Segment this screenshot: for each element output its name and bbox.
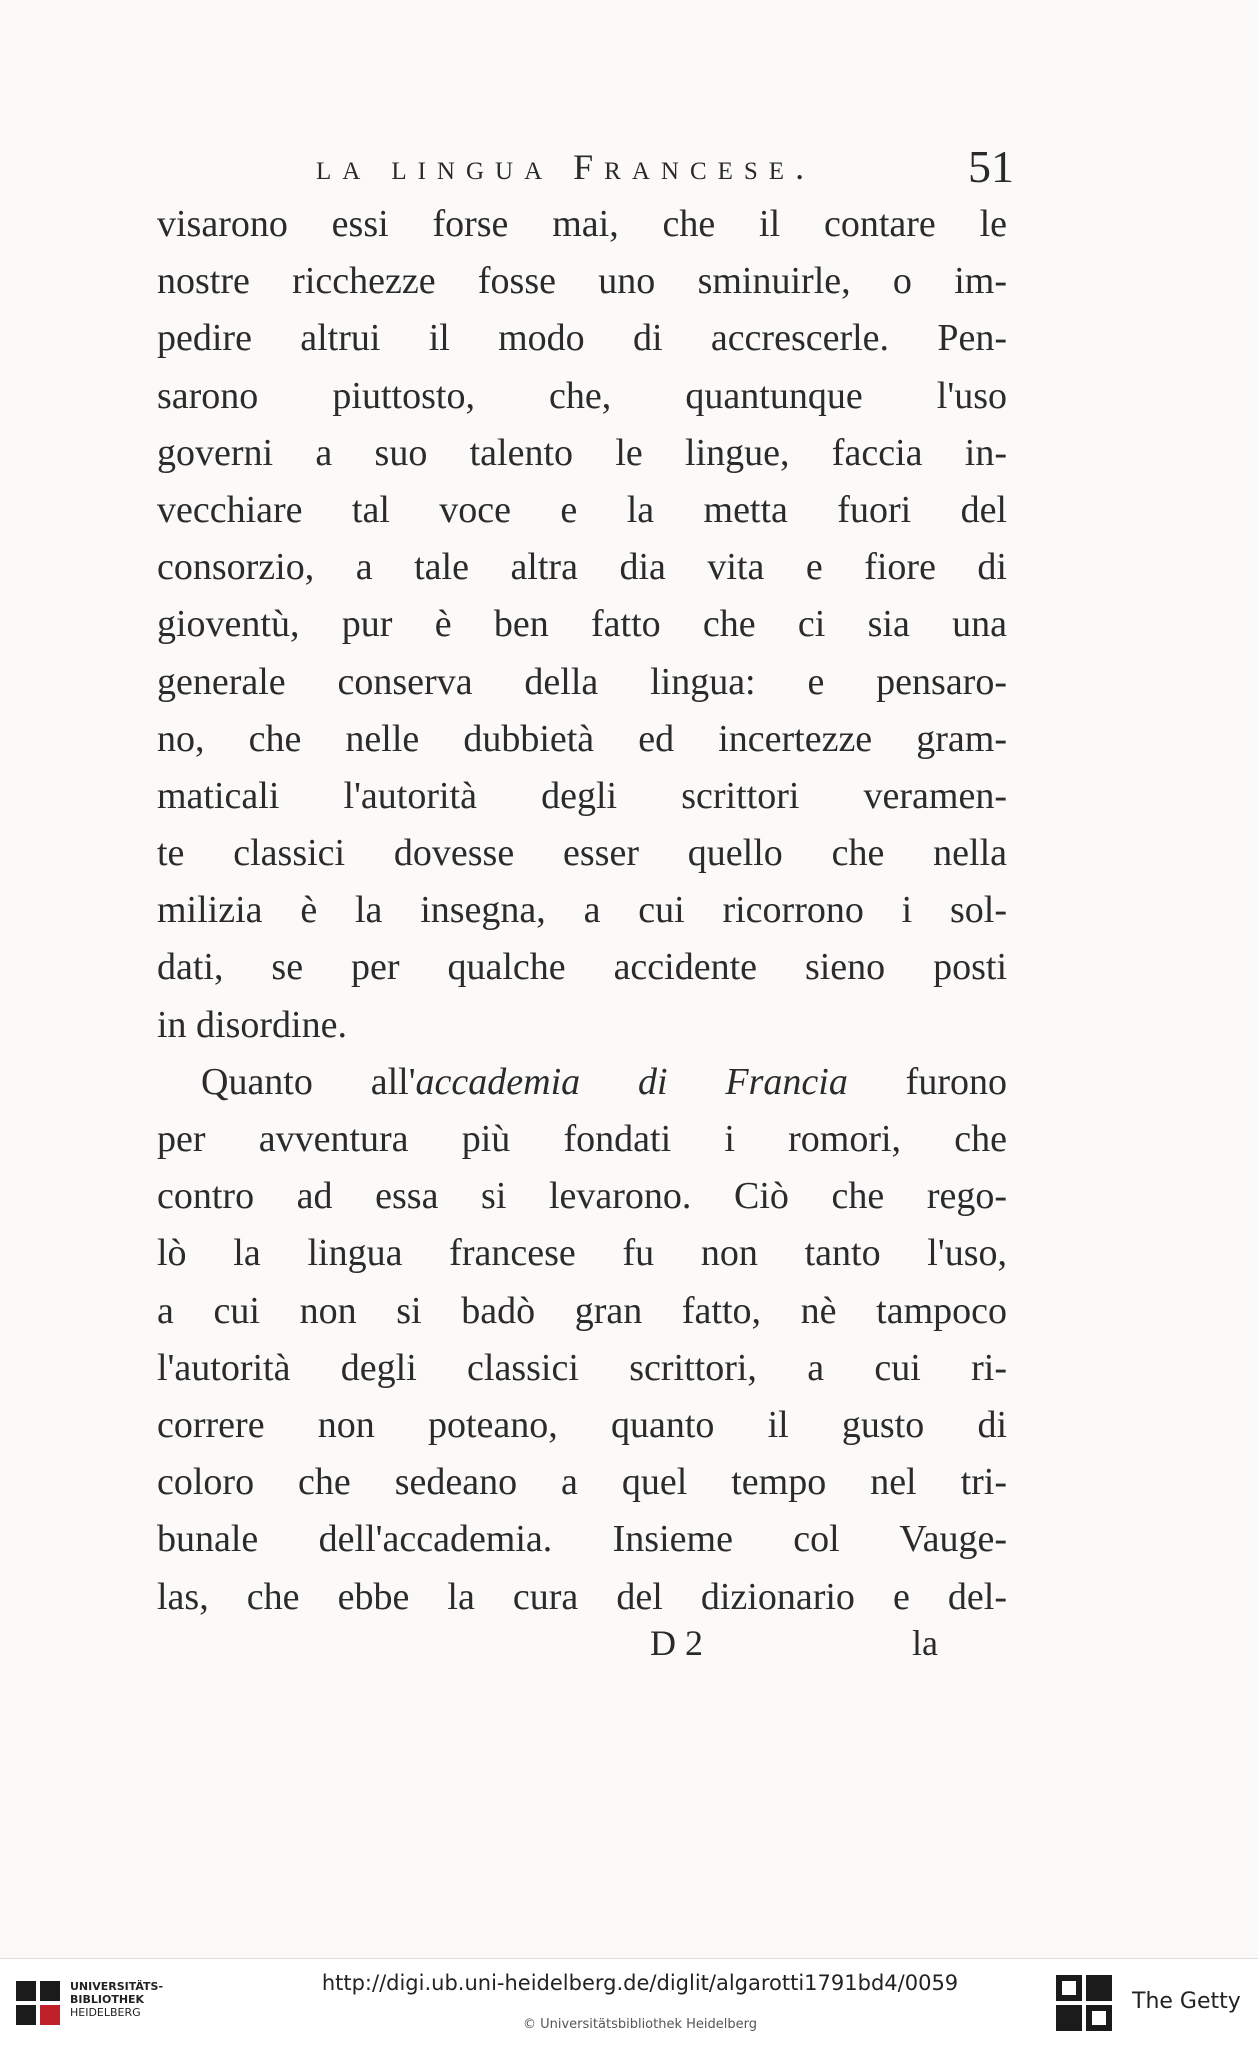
text-fragment: Quanto all' [201, 1060, 416, 1103]
text-line: gioventù, pur è ben fatto che ci sia una [157, 603, 1007, 646]
getty-logo-icon [1056, 1975, 1112, 2033]
library-line: UNIVERSITÄTS- [70, 1980, 164, 1993]
text-line: governi a suo talento le lingue, faccia in- [157, 431, 1007, 474]
text-line: milizia è la insegna, a cui ricorrono i sol- [157, 889, 1007, 932]
text-line: consorzio, a tale altra dia vita e fiore di [157, 546, 1007, 589]
permalink-url[interactable]: http://digi.ub.uni-heidelberg.de/diglit/algarotti1791bd4/0059 [321, 1971, 959, 1995]
text-line: in disordine. [157, 1003, 347, 1046]
text-line: lò la lingua francese fu non tanto l'uso, [157, 1232, 1007, 1275]
text-line: vecchiare tal voce e la metta fuori del [157, 488, 1007, 531]
text-line: maticali l'autorità degli scrittori veramen- [157, 774, 1007, 817]
text-line: las, che ebbe la cura del dizionario e del- [157, 1575, 1007, 1618]
text-line: nostre ricchezze fosse uno sminuirle, o im- [157, 260, 1007, 303]
signature-mark: D 2 [650, 1623, 703, 1663]
text-line: pedire altrui il modo di accrescerle. Pen- [157, 317, 1007, 360]
text-line: visarono essi forse mai, che il contare le [157, 203, 1007, 245]
text-line: l'autorità degli classici scrittori, a cui ri- [157, 1346, 1007, 1389]
text-fragment: furono [847, 1060, 1007, 1103]
text-line: correre non poteano, quanto il gusto di [157, 1403, 1007, 1446]
text-line: coloro che sedeano a quel tempo nel tri- [157, 1461, 1007, 1504]
text-line: bunale dell'accademia. Insieme col Vauge- [157, 1518, 1007, 1561]
text-line: sarono piuttosto, che, quantunque l'uso [157, 374, 1007, 417]
library-line: BIBLIOTHEK [70, 1993, 145, 2006]
body-text [157, 196, 1007, 1626]
library-line: HEIDELBERG [70, 2006, 141, 2019]
library-name [70, 1980, 163, 2019]
text-line: generale conserva della lingua: e pensaro- [157, 660, 1007, 703]
university-library-logo-icon [16, 1981, 60, 2025]
page-number: 51 [968, 141, 1014, 192]
text-line: dati, se per qualche accidente sieno posti [157, 946, 1007, 989]
text-line: no, che nelle dubbietà ed incertezze gram- [157, 717, 1007, 760]
getty-name: The Getty [1132, 1989, 1241, 2014]
copyright-notice: © Universitätsbibliothek Heidelberg [522, 2017, 757, 2032]
catchword: la [912, 1623, 938, 1663]
footer-bar [0, 1958, 1258, 2048]
text-line: a cui non si badò gran fatto, nè tampoco [157, 1289, 1007, 1332]
text-line: contro ad essa si levarono. Ciò che rego- [157, 1175, 1007, 1218]
running-head-title: la lingua Francese. [316, 147, 816, 187]
paragraph-first-line [157, 1054, 1007, 1111]
text-line: per avventura più fondati i romori, che [157, 1118, 1007, 1160]
running-head [300, 140, 1030, 200]
text-line: te classici dovesse esser quello che nella [157, 832, 1007, 875]
italic-phrase: accademia di Francia [415, 1060, 848, 1103]
